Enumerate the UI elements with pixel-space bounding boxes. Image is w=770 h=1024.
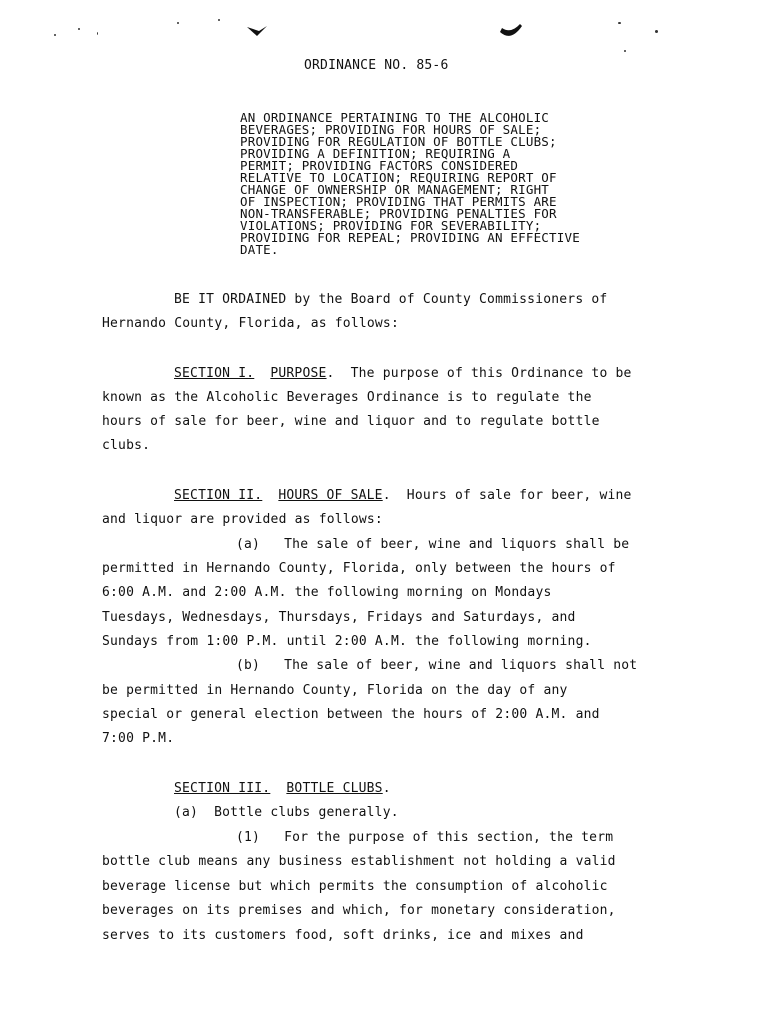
section-3-heading-end: .: [382, 781, 391, 796]
caption-line: PROVIDING FOR REPEAL; PROVIDING AN EFFECTIVE: [240, 230, 580, 245]
scan-speck: [177, 22, 179, 24]
scan-mark-left: [247, 24, 267, 38]
enacting-clause-line: Hernando County, Florida, as follows:: [102, 316, 399, 331]
section-2b-line: be permitted in Hernando County, Florida on the day of any: [102, 683, 568, 698]
section-2b-line: (b) The sale of beer, wine and liquors shall not: [236, 658, 638, 673]
section-1-heading-line: [174, 366, 632, 382]
section-2a-line: 6:00 A.M. and 2:00 A.M. the following morning on Mondays: [102, 585, 552, 600]
section-2a-line: Tuesdays, Wednesdays, Thursdays, Fridays and Saturdays, and: [102, 610, 576, 625]
section-2-text-line: and liquor are provided as follows:: [102, 512, 383, 527]
section-3-heading-line: [174, 781, 391, 797]
caption-line: NON-TRANSFERABLE; PROVIDING PENALTIES FOR: [240, 206, 557, 221]
caption-line: CHANGE OF OWNERSHIP OR MANAGEMENT; RIGHT: [240, 182, 550, 197]
section-3a1-line: serves to its customers food, soft drinks, ice and mixes and: [102, 928, 584, 943]
section-3a-heading: (a) Bottle clubs generally.: [174, 805, 399, 820]
scan-speck: [655, 30, 658, 33]
scan-speck: [54, 34, 56, 36]
section-1-text-line: hours of sale for beer, wine and liquor and to regulate bottle: [102, 414, 600, 429]
scan-speck: [218, 19, 220, 21]
scan-mark-right: [500, 24, 522, 40]
section-1-text: . The purpose of this Ordinance to be: [326, 366, 632, 381]
scan-speck: [618, 22, 621, 24]
section-1-text-line: clubs.: [102, 438, 151, 453]
section-2a-line: permitted in Hernando County, Florida, only between the hours of: [102, 561, 616, 576]
caption-line: VIOLATIONS; PROVIDING FOR SEVERABILITY;: [240, 218, 542, 233]
section-3a1-line: beverage license but which permits the consumption of alcoholic: [102, 879, 608, 894]
section-2a-line: (a) The sale of beer, wine and liquors shall be: [236, 537, 630, 552]
section-1-text-line: known as the Alcoholic Beverages Ordinance is to regulate the: [102, 390, 592, 405]
section-3-number: SECTION III.: [174, 781, 271, 796]
section-2b-line: special or general election between the hours of 2:00 A.M. and: [102, 707, 600, 722]
section-3-title: BOTTLE CLUBS: [286, 781, 383, 796]
section-2-title: HOURS OF SALE: [278, 488, 383, 503]
caption-line: PROVIDING FOR REGULATION OF BOTTLE CLUBS;: [240, 134, 557, 149]
section-3a1-line: bottle club means any business establishment not holding a valid: [102, 854, 616, 869]
scan-speck: [97, 32, 98, 35]
enacting-clause-line: BE IT ORDAINED by the Board of County Commissioners of: [174, 292, 608, 307]
section-2-number: SECTION II.: [174, 488, 263, 503]
caption-line: DATE.: [240, 242, 279, 257]
caption-line: OF INSPECTION; PROVIDING THAT PERMITS ARE: [240, 194, 557, 209]
caption-line: RELATIVE TO LOCATION; REQUIRING REPORT OF: [240, 170, 557, 185]
section-3a1-line: (1) For the purpose of this section, the term: [236, 830, 614, 845]
section-2b-line: 7:00 P.M.: [102, 731, 175, 746]
caption-line: PERMIT; PROVIDING FACTORS CONSIDERED: [240, 158, 519, 173]
section-2-text: . Hours of sale for beer, wine: [382, 488, 632, 503]
section-1-number: SECTION I.: [174, 366, 255, 381]
section-2a-line: Sundays from 1:00 P.M. until 2:00 A.M. the following morning.: [102, 634, 592, 649]
section-2-heading-line: [174, 488, 632, 504]
caption-line: AN ORDINANCE PERTAINING TO THE ALCOHOLIC: [240, 110, 550, 125]
scan-speck: [78, 28, 80, 30]
scan-speck: [624, 50, 626, 52]
section-1-title: PURPOSE: [270, 366, 327, 381]
caption-line: PROVIDING A DEFINITION; REQUIRING A: [240, 146, 511, 161]
ordinance-title: ORDINANCE NO. 85-6: [304, 58, 449, 73]
caption-line: BEVERAGES; PROVIDING FOR HOURS OF SALE;: [240, 122, 542, 137]
section-3a1-line: beverages on its premises and which, for monetary consideration,: [102, 903, 616, 918]
